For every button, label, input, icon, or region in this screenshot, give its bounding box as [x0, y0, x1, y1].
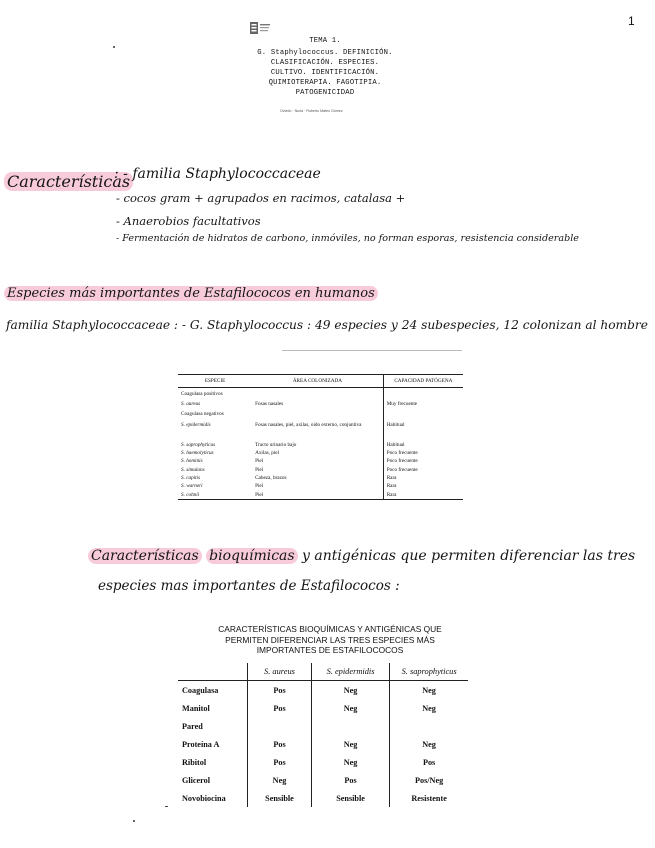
value-cell: Neg — [311, 753, 389, 771]
area-cell: Fosas nasales — [255, 401, 284, 408]
row-label: Manitol — [182, 703, 210, 713]
table-row — [178, 771, 468, 789]
area-cell: Tracto urinario bajo — [255, 441, 297, 448]
capacity-cell: Poco frecuente — [383, 466, 463, 474]
table-row — [178, 753, 468, 771]
group-label: Coagulasa positivos — [181, 391, 223, 397]
species-cell: S. haemolyticus — [181, 449, 214, 456]
value-cell: Sensible — [311, 789, 389, 807]
area-cell: Axilas, piel — [255, 449, 280, 456]
familia-line: familia Staphylococcaceae : - G. Staphylococcus : 49 especies y 24 subespecies, 12 colonizan al hombre — [6, 318, 648, 332]
value-cell — [248, 717, 312, 735]
header-line: CLASIFICACIÓN. ESPECIES. — [270, 59, 380, 67]
value-cell: Resistente — [390, 789, 468, 807]
table-row — [178, 482, 463, 490]
table-row — [178, 420, 463, 440]
highlighted-word: bioquímicas — [206, 548, 297, 564]
header-line: PATOGENICIDAD — [295, 89, 355, 97]
row-label: Glicerol — [182, 775, 211, 785]
row-label: Coagulasa — [182, 685, 219, 695]
species-cell: S. capitis — [181, 475, 201, 482]
value-cell: Neg — [390, 735, 468, 753]
table-row — [178, 400, 463, 408]
species-cell: S. warneri — [181, 483, 203, 490]
area-cell: Piel — [252, 491, 383, 500]
highlighted-word: Características — [88, 548, 202, 564]
value-cell — [311, 717, 389, 735]
species-cell: S. hominis — [181, 458, 203, 465]
capacity-cell: Habitual — [383, 420, 463, 440]
bioquimicas-line-2: especies mas importantes de Estafilococos : — [98, 578, 400, 594]
species-cell: S. cohnii — [178, 491, 252, 500]
capacity-cell: Rara — [383, 474, 463, 482]
topic-number: TEMA 1. — [309, 37, 341, 45]
capacity-cell: Rara — [383, 482, 463, 490]
document-header — [255, 36, 395, 98]
value-cell: Neg — [311, 735, 389, 753]
value-cell: Pos — [311, 771, 389, 789]
area-cell: Cabeza, brazos — [255, 475, 287, 482]
column-header: CAPACIDAD PATÓGENA — [383, 375, 463, 388]
capacity-cell: Muy frecuente — [383, 400, 463, 408]
table-row — [178, 717, 468, 735]
university-logo-icon — [249, 20, 271, 36]
value-cell: Pos/Neg — [390, 771, 468, 789]
comparison-table-title: CARACTERÍSTICAS BIOQUÍMICAS Y ANTIGÉNICAS QUE PERMITEN DIFERENCIAR LAS TRES ESPECIES MÁS IMPORTANTES DE ESTAFILOCOCOS — [218, 624, 442, 655]
page-number: 1 — [628, 14, 635, 28]
species-cell: S. simulans — [181, 466, 205, 473]
column-header: S. saprophyticus — [390, 663, 468, 681]
comparison-table — [178, 663, 468, 807]
area-cell: Fosas nasales, piel, axilas, oído externo, conjuntiva — [255, 421, 362, 428]
stray-mark — [133, 820, 135, 822]
table-row — [178, 466, 463, 474]
row-label: Novobiocina — [182, 793, 226, 803]
caracteristicas-heading: Características — [4, 172, 133, 191]
table-row — [178, 735, 468, 753]
note-line: - Fermentación de hidratos de carbono, inmóviles, no forman esporas, resistencia considerable — [116, 233, 579, 244]
table-row — [178, 681, 468, 700]
species-cell: S. saprophyticus — [181, 441, 216, 448]
table-row — [178, 457, 463, 465]
especies-heading: Especies más importantes de Estafilococos en humanos — [4, 286, 378, 301]
capacity-cell: Habitual — [383, 440, 463, 448]
column-header: S. aureus — [248, 663, 312, 681]
stray-mark — [113, 46, 115, 48]
divider — [282, 350, 462, 351]
note-line: - cocos gram + agrupados en racimos, catalasa + — [116, 191, 406, 205]
table-row — [178, 491, 463, 500]
value-cell: Neg — [248, 771, 312, 789]
table-row — [178, 440, 463, 448]
species-cell: S. epidermidis — [181, 421, 211, 428]
authors: Oviedo · Nuria · Roberto Mateo Gómez — [280, 109, 343, 113]
species-cell: S. aureus — [181, 401, 201, 408]
capacity-cell: Poco frecuente — [383, 457, 463, 465]
column-header: ÁREA COLONIZADA — [252, 375, 383, 388]
group-label: Coagulasa negativos — [181, 411, 224, 418]
stray-mark — [165, 806, 168, 807]
row-label: Pared — [182, 721, 203, 731]
value-cell: Pos — [248, 699, 312, 717]
value-cell: Pos — [248, 681, 312, 700]
table-row — [178, 449, 463, 457]
note-line: - Anaerobios facultativos — [116, 214, 261, 228]
column-header: S. epidermidis — [311, 663, 389, 681]
value-cell: Pos — [390, 753, 468, 771]
header-line: G. Staphylococcus. DEFINICIÓN. — [257, 49, 393, 57]
value-cell: Neg — [390, 699, 468, 717]
area-cell: Piel — [255, 458, 264, 465]
capacity-cell: Rara — [383, 491, 463, 500]
value-cell: Sensible — [248, 789, 312, 807]
species-table — [178, 374, 463, 527]
area-cell: Piel — [255, 483, 264, 490]
value-cell: Neg — [311, 699, 389, 717]
table-row — [178, 789, 468, 807]
value-cell: Pos — [248, 753, 312, 771]
value-cell — [390, 717, 468, 735]
header-line: CULTIVO. IDENTIFICACIÓN. — [270, 69, 380, 77]
table-row — [178, 474, 463, 482]
table-row — [178, 699, 468, 717]
value-cell: Neg — [390, 681, 468, 700]
value-cell: Neg — [311, 681, 389, 700]
area-cell: Piel — [255, 466, 264, 473]
capacity-cell: Poco frecuente — [383, 449, 463, 457]
row-label: Proteína A — [182, 739, 220, 749]
bioquimicas-line-1: Características bioquímicas y antigénicas que permiten diferenciar las tres — [88, 548, 635, 564]
header-line: QUIMIOTERAPIA. FAGOTIPIA. — [268, 79, 382, 87]
note-line: : - familia Staphylococcaceae — [114, 166, 321, 182]
value-cell: Pos — [248, 735, 312, 753]
row-label: Ribitol — [182, 757, 207, 767]
column-header: ESPECIE — [178, 375, 252, 388]
